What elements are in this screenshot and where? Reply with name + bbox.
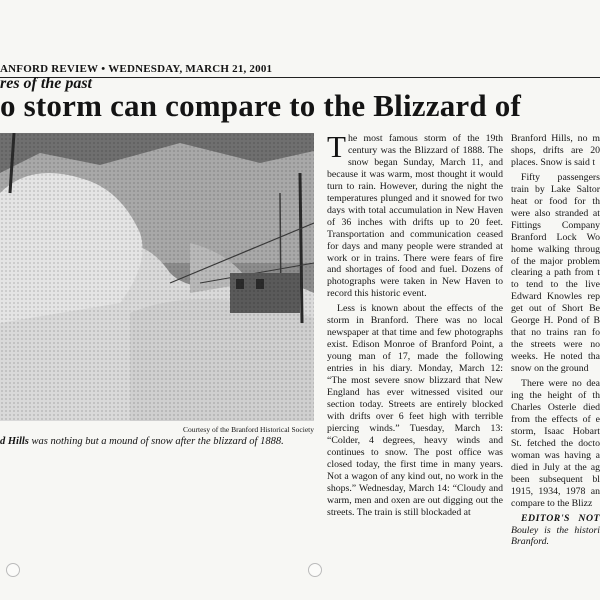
historic-snow-photo [0, 133, 314, 421]
caption-bold: d Hills [0, 436, 29, 447]
section-kicker: res of the past [0, 75, 92, 92]
editor-note-text: Bouley is the histori Branford. [511, 524, 600, 548]
article-paragraph: There were no dea ing the height of th Charles Osterle died from the effects of e storm, Isaac Hobart St. fetched the docto woman was having a died in July at the ag been subsequent bl 1915, 1934, 1978 an compare to the Blizz [511, 378, 600, 509]
binder-hole [308, 563, 322, 577]
article-column-2 [511, 133, 600, 573]
masthead-separator: • [101, 63, 106, 75]
article-paragraph: Branford Hills, no m shops, drifts are 20 places. Snow is said t [511, 133, 600, 168]
photo-caption [0, 436, 314, 447]
headline: o storm can compare to the Blizzard of [0, 88, 521, 123]
photo-credit: Courtesy of the Branford Historical Society [182, 425, 314, 434]
paper-name: ANFORD REVIEW [0, 63, 99, 75]
editor-note [511, 513, 600, 549]
article-column-1 [327, 129, 503, 519]
paragraph-text: he most famous storm of the 19th century was the Blizzard of 1888. The snow began Sunday, March 11, and because it was warm, most thought it would turn to rain. However, during the night the temperatures plunged and it snowed for two days with total accumulation in New Haven of 36 inches with drifts up to 20 feet. Transportation and communication ceased for days and many people were stranded at work or in trains. There were fears of fire and shortages of food and fuel. Dozens of photographs were taken in New Haven to record this historic event. [327, 133, 503, 300]
article-paragraph: Fifty passengers train by Lake Saltor heat or food for th were also stranded at Fittings Company Branford Lock Wo home walking throug of the major problem clearing a path from t to tend to the live Edward Knowles rep get out of Short Be George H. Pond of B that no trains ran fo the streets were no weeks. He noted tha snow on the ground [511, 171, 600, 375]
article-paragraph: Less is known about the effects of the storm in Branford. There was no local newspaper at that time and few photographs exist. Edison Monroe of Branford Point, a young man of 17, made the following entries in his diary. Monday, March 12: “The most severe snow blizzard that New England has ever witnessed visited our section today. Streets are entirely blocked with drifts over 6 feet high with terrible piercing winds.” Tuesday, March 13: “Colder, 4 degrees, heavy winds and continues to snow. The post office was closed today, the first time in many years. Not a wagon of any kind out, no work in the shops.” Wednesday, March 14: “Cloudy and warm, men and oxen are out digging out the streets. The train is still blockaded at [327, 303, 503, 518]
editor-note-label: EDITOR'S NOT [521, 512, 600, 524]
issue-date: WEDNESDAY, MARCH 21, 2001 [108, 63, 273, 75]
masthead [0, 63, 272, 75]
article-paragraph [327, 129, 503, 300]
caption-text: was nothing but a mound of snow after the blizzard of 1888. [28, 436, 284, 447]
snow-photo-image [0, 133, 314, 421]
binder-hole [6, 563, 20, 577]
drop-cap: T [327, 129, 346, 164]
